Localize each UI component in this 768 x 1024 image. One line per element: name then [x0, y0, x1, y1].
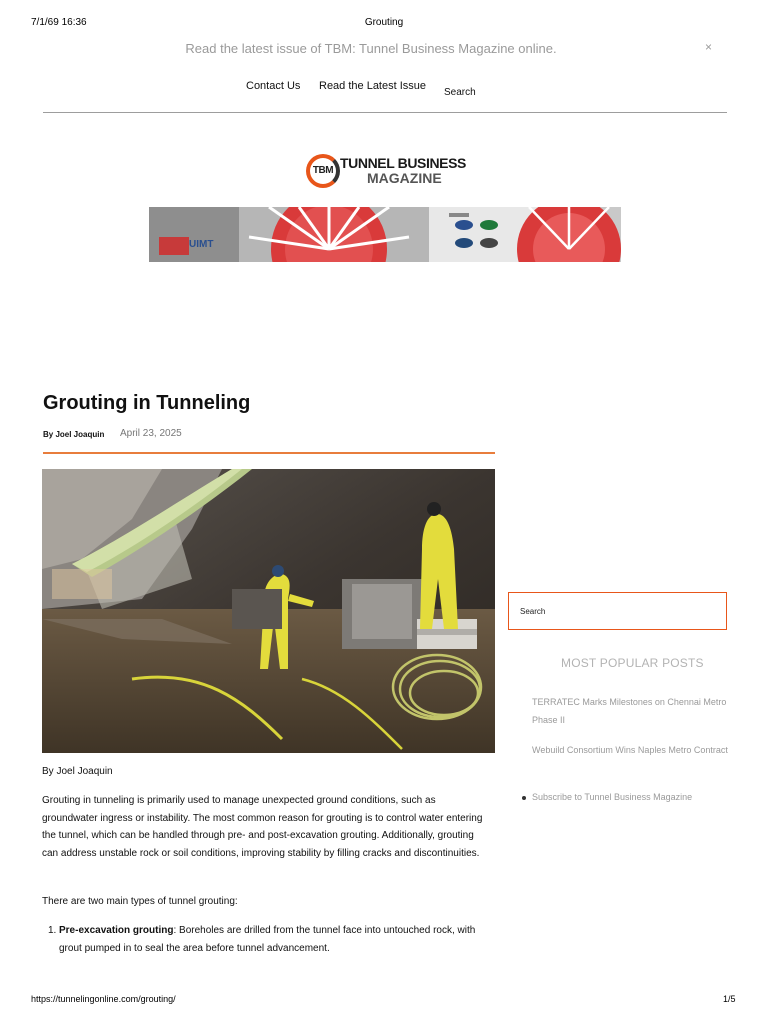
print-datetime: 7/1/69 16:36 [31, 17, 87, 28]
close-icon[interactable]: × [705, 40, 713, 54]
tunnel-grouting-photo [42, 469, 495, 753]
ad-banner[interactable] [149, 207, 621, 262]
sidebar-search-input[interactable] [509, 593, 726, 629]
subscribe-link[interactable]: Subscribe to Tunnel Business Magazine [532, 792, 693, 802]
sidebar-search [508, 592, 727, 630]
ad-banner-image [149, 207, 621, 262]
bullet-icon [522, 796, 526, 800]
hero-image [42, 469, 495, 753]
article-paragraph-1: Grouting in tunneling is primarily used to manage unexpected ground conditions, such as groundwater ingress or instability. The most common reason for grouting is to control water entering the tunnel, which can be handled through pre- and post-excavation grouting. Additionally, grouting can address unstable rock or soil conditions, improving stability by filling cracks and discontinuities. [42, 795, 483, 859]
grouting-types-list [48, 922, 494, 957]
nav-search[interactable]: Search [444, 87, 476, 98]
print-title: Grouting [364, 17, 404, 28]
article-title: Grouting in Tunneling [43, 392, 251, 414]
article-byline-paragraph: By Joel Joaquin [42, 766, 113, 777]
promo-banner [0, 41, 768, 57]
tbm-logo-icon: TBM [306, 154, 340, 188]
page-url: https://tunnelingonline.com/grouting/ [31, 994, 176, 1004]
ad-uimt-label: UIMT [189, 239, 214, 250]
page-number: 1/5 [723, 994, 736, 1004]
logo-line-2: MAGAZINE [367, 170, 442, 186]
logo-line-1: TUNNEL BUSINESS [340, 155, 466, 171]
popular-post-link[interactable]: Webuild Consortium Wins Naples Metro Contract [532, 745, 728, 755]
popular-post-link[interactable]: TERRATEC Marks Milestones on Chennai Metro Phase II [532, 697, 727, 725]
article-byline [43, 428, 503, 442]
print-header [0, 17, 768, 31]
article-divider [43, 452, 495, 454]
top-navigation [0, 80, 768, 104]
nav-divider [43, 112, 727, 113]
nav-contact-us[interactable]: Contact Us [246, 80, 301, 92]
list-item-number: 1. [48, 925, 57, 936]
site-logo[interactable] [306, 153, 466, 189]
byline-author[interactable]: By Joel Joaquin [43, 430, 105, 439]
nav-latest-issue[interactable]: Read the Latest Issue [319, 80, 427, 92]
list-item [48, 922, 494, 957]
byline-date: April 23, 2025 [120, 428, 182, 439]
list-item-term: Pre-excavation grouting [59, 925, 174, 936]
article-paragraph-2: There are two main types of tunnel grouting: [42, 896, 238, 907]
promo-banner-link[interactable]: Read the latest issue of TBM: Tunnel Business Magazine online. [185, 41, 557, 56]
list-item-text: : Boreholes are drilled from the tunnel face into untouched rock, with grout pumped in to seal the area before tunnel advancement. [59, 925, 476, 954]
print-footer [0, 994, 768, 1008]
popular-posts-title: MOST POPULAR POSTS [561, 656, 704, 670]
popular-post-item [532, 789, 732, 807]
